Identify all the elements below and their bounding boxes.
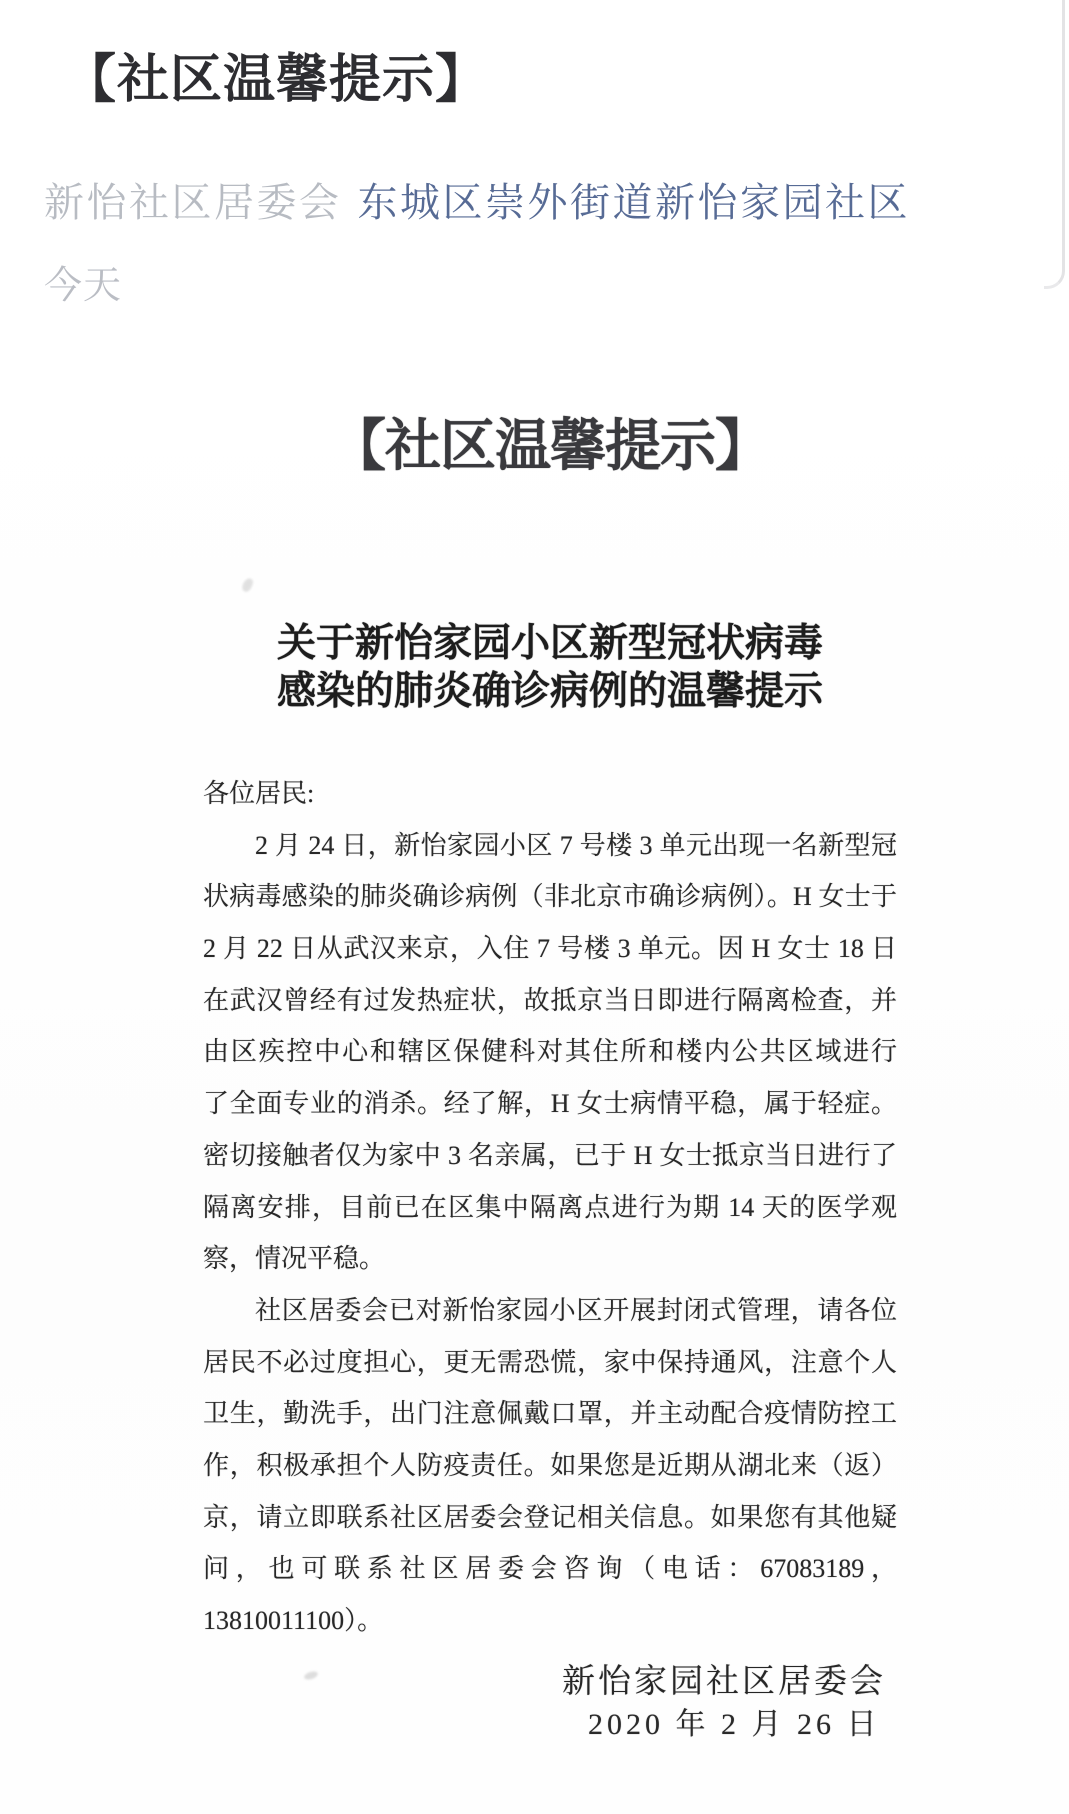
body-line: 察，情况平稳。 xyxy=(203,1244,386,1274)
scan-artifact xyxy=(303,1670,318,1681)
body-line: 了全面专业的消杀。经了解，H 女士病情平稳，属于轻症。 xyxy=(203,1089,897,1119)
notice-body xyxy=(203,768,897,1647)
publish-date: 今天 xyxy=(44,265,123,307)
body-line: 社区居委会已对新怡家园小区开展封闭式管理，请各位 xyxy=(255,1295,897,1325)
article-title: 【社区温馨提示】 xyxy=(64,51,489,109)
notice-banner-title: 【社区温馨提示】 xyxy=(330,414,770,477)
salutation: 各位居民: xyxy=(203,779,315,808)
body-line: 13810011100）。 xyxy=(203,1606,384,1635)
scan-artifact xyxy=(241,577,255,593)
body-line: 在武汉曾经有过发热症状，故抵京当日即进行隔离检查，并 xyxy=(203,985,897,1015)
body-line: 作，积极承担个人防疫责任。如果您是近期从湖北来（返） xyxy=(203,1450,897,1480)
notice-document-title xyxy=(203,620,897,716)
body-line: 居民不必过度担心，更无需恐慌，家中保持通风，注意个人 xyxy=(203,1347,897,1377)
signature-committee: 新怡家园社区居委会 xyxy=(562,1664,886,1700)
rounded-card-edge xyxy=(1044,0,1065,289)
body-line: 隔离安排，目前已在区集中隔离点进行为期 14 天的医学观 xyxy=(203,1192,897,1222)
body-line: 密切接触者仅为家中 3 名亲属，已于 H 女士抵京当日进行了 xyxy=(203,1140,897,1170)
body-line: 2 月 24 日，新怡家园小区 7 号楼 3 单元出现一名新型冠 xyxy=(255,830,897,860)
official-account-link[interactable]: 东城区崇外街道新怡家园社区 xyxy=(357,181,910,225)
body-line: 卫生，勤洗手，出门注意佩戴口罩，并主动配合疫情防控工 xyxy=(203,1399,897,1429)
author-name: 新怡社区居委会 xyxy=(44,181,342,225)
notice-title-line2: 感染的肺炎确诊病例的温馨提示 xyxy=(276,670,823,713)
body-line: 问，也可联系社区居委会咨询（电话：67083189， xyxy=(203,1554,897,1584)
byline xyxy=(44,180,910,226)
signature-date: 2020 年 2 月 26 日 xyxy=(588,1708,881,1741)
body-line: 由区疾控中心和辖区保健科对其住所和楼内公共区域进行 xyxy=(203,1037,897,1067)
notice-scan-image[interactable] xyxy=(0,340,1069,1814)
body-line: 京，请立即联系社区居委会登记相关信息。如果您有其他疑 xyxy=(203,1502,897,1532)
body-line: 2 月 22 日从武汉来京，入住 7 号楼 3 单元。因 H 女士 18 日 xyxy=(203,934,897,964)
body-line: 状病毒感染的肺炎确诊病例（非北京市确诊病例）。H 女士于 xyxy=(203,882,897,912)
notice-title-line1: 关于新怡家园小区新型冠状病毒 xyxy=(276,622,823,665)
